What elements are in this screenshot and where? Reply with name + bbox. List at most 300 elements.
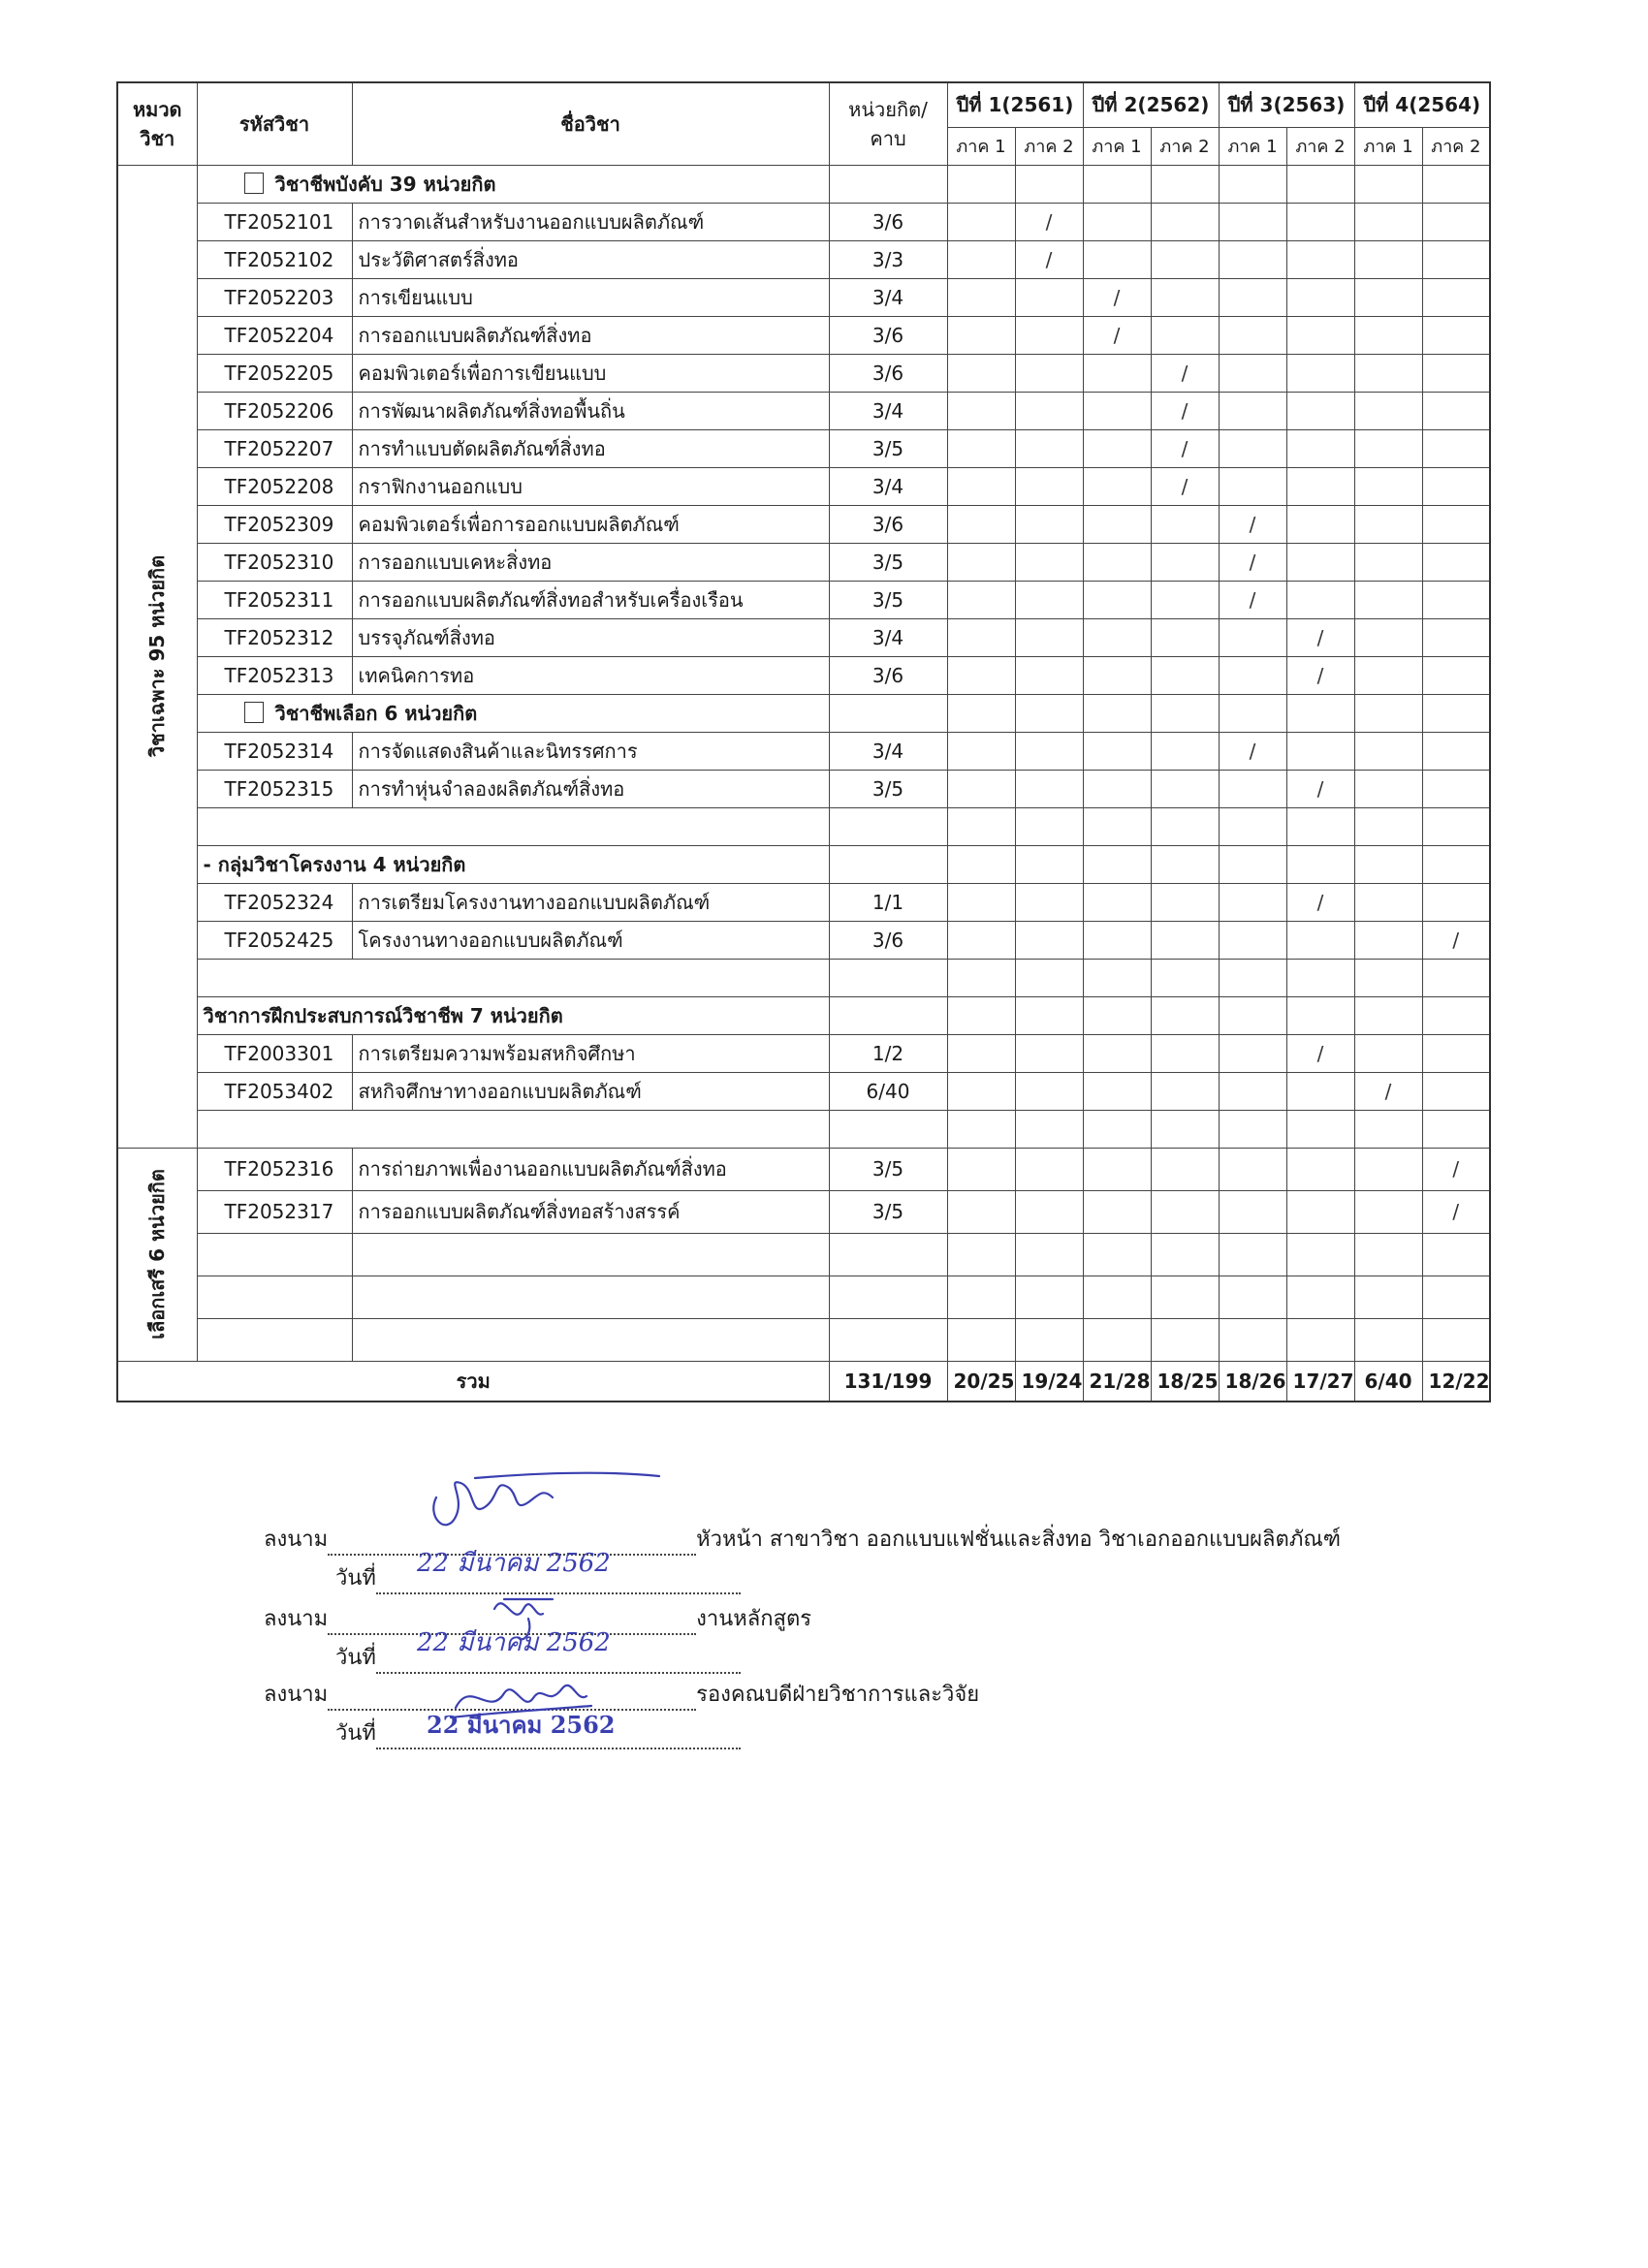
table-row — [117, 392, 1490, 429]
term-cell — [1422, 1190, 1490, 1233]
blank-cell — [829, 959, 947, 996]
term-cell — [1219, 921, 1286, 959]
term-cell — [1015, 921, 1083, 959]
term-cell — [1354, 240, 1422, 278]
blank-cell — [1151, 694, 1219, 732]
header-term: ภาค 2 — [1015, 127, 1083, 165]
term-cell — [1219, 1148, 1286, 1190]
blank-cell — [829, 1276, 947, 1318]
blank-cell — [1083, 1233, 1151, 1276]
blank-cell — [1083, 996, 1151, 1034]
section-title: - กลุ่มวิชาโครงงาน 4 หน่วยกิต — [203, 852, 466, 876]
term-cell — [1422, 467, 1490, 505]
course-code: TF2052208 — [197, 467, 352, 505]
course-name: คอมพิวเตอร์เพื่อการออกแบบผลิตภัณฑ์ — [352, 505, 829, 543]
checkbox-icon — [244, 173, 264, 194]
term-cell — [1422, 618, 1490, 656]
term-cell — [1015, 883, 1083, 921]
term-cell — [1219, 467, 1286, 505]
term-cell — [1015, 1072, 1083, 1110]
blank-cell — [1354, 996, 1422, 1034]
blank-cell — [1015, 996, 1083, 1034]
blank-cell — [1286, 1110, 1354, 1148]
course-credits: 3/4 — [829, 618, 947, 656]
term-cell — [1083, 1034, 1151, 1072]
term-cell — [1354, 1148, 1422, 1190]
blank-cell — [197, 1110, 829, 1148]
term-cell — [1286, 316, 1354, 354]
blank-cell — [1422, 807, 1490, 845]
blank-cell — [947, 1318, 1015, 1361]
term-cell — [1083, 543, 1151, 581]
check-mark: / — [1249, 739, 1256, 763]
section-title: วิชาชีพบังคับ 39 หน่วยกิต — [274, 172, 496, 196]
table-row — [117, 467, 1490, 505]
blank-cell — [829, 1318, 947, 1361]
term-cell — [1422, 656, 1490, 694]
term-cell — [947, 354, 1015, 392]
term-cell — [1354, 278, 1422, 316]
term-cell — [1286, 467, 1354, 505]
section-label — [197, 996, 829, 1034]
course-credits: 3/5 — [829, 581, 947, 618]
course-credits: 6/40 — [829, 1072, 947, 1110]
blank-cell — [352, 1233, 829, 1276]
blank-cell — [1286, 996, 1354, 1034]
term-cell — [1286, 921, 1354, 959]
course-code: TF2003301 — [197, 1034, 352, 1072]
course-name: การจัดแสดงสินค้าและนิทรรศการ — [352, 732, 829, 770]
blank-cell — [1286, 694, 1354, 732]
section-label — [197, 845, 829, 883]
term-cell — [1151, 1072, 1219, 1110]
term-cell — [1015, 278, 1083, 316]
term-cell — [1151, 1148, 1219, 1190]
check-mark: / — [1045, 247, 1053, 271]
course-name: กราฟิกงานออกแบบ — [352, 467, 829, 505]
total-credits: 131/199 — [829, 1361, 947, 1402]
check-mark: / — [1113, 285, 1121, 309]
course-name: โครงงานทางออกแบบผลิตภัณฑ์ — [352, 921, 829, 959]
check-mark: / — [1181, 361, 1188, 385]
header-code: รหัสวิชา — [197, 82, 352, 165]
blank-cell — [1015, 1110, 1083, 1148]
term-cell — [1286, 429, 1354, 467]
blank-cell — [829, 694, 947, 732]
blank-cell — [197, 1318, 352, 1361]
blank-cell — [1083, 1276, 1151, 1318]
term-cell — [1422, 278, 1490, 316]
course-code: TF2052317 — [197, 1190, 352, 1233]
course-name: การเตรียมความพร้อมสหกิจศึกษา — [352, 1034, 829, 1072]
section-title: วิชาการฝึกประสบการณ์วิชาชีพ 7 หน่วยกิต — [203, 1003, 563, 1027]
blank-cell — [1151, 996, 1219, 1034]
term-cell — [1422, 1034, 1490, 1072]
term-cell — [1083, 505, 1151, 543]
table-row — [117, 1148, 1490, 1190]
blank-cell — [1354, 1276, 1422, 1318]
header-term: ภาค 1 — [947, 127, 1015, 165]
check-mark: / — [1045, 209, 1053, 234]
term-cell — [1083, 354, 1151, 392]
term-cell — [1422, 354, 1490, 392]
course-code: TF2052102 — [197, 240, 352, 278]
blank-cell — [1354, 694, 1422, 732]
check-mark: / — [1249, 550, 1256, 574]
term-cell — [1015, 203, 1083, 240]
header-term: ภาค 2 — [1286, 127, 1354, 165]
blank-cell — [947, 996, 1015, 1034]
term-cell — [1219, 543, 1286, 581]
term-cell — [1286, 240, 1354, 278]
term-cell — [1219, 392, 1286, 429]
blank-cell — [1151, 1318, 1219, 1361]
blank-cell — [1286, 845, 1354, 883]
term-cell — [1286, 770, 1354, 807]
course-credits: 3/6 — [829, 505, 947, 543]
term-cell — [1015, 1190, 1083, 1233]
term-cell — [1286, 543, 1354, 581]
blank-cell — [1151, 1233, 1219, 1276]
course-credits: 3/5 — [829, 770, 947, 807]
term-cell — [1151, 467, 1219, 505]
course-name: การเขียนแบบ — [352, 278, 829, 316]
term-cell — [1083, 316, 1151, 354]
term-cell — [1422, 203, 1490, 240]
term-cell — [1354, 505, 1422, 543]
blank-cell — [947, 845, 1015, 883]
term-cell — [1422, 392, 1490, 429]
check-mark: / — [1452, 1157, 1460, 1181]
course-credits: 3/6 — [829, 921, 947, 959]
blank-row — [117, 807, 1490, 845]
blank-cell — [352, 1276, 829, 1318]
course-credits: 3/6 — [829, 354, 947, 392]
term-cell — [1015, 732, 1083, 770]
term-cell — [1354, 618, 1422, 656]
blank-cell — [1083, 1110, 1151, 1148]
blank-cell — [197, 959, 829, 996]
course-code: TF2052425 — [197, 921, 352, 959]
term-cell — [1422, 316, 1490, 354]
course-code: TF2052206 — [197, 392, 352, 429]
blank-cell — [1354, 845, 1422, 883]
total-term: 18/25 — [1151, 1361, 1219, 1402]
blank-row — [117, 1276, 1490, 1318]
table-row — [117, 354, 1490, 392]
category-free-label: เลือกเสรี 6 หน่วยกิต — [145, 1169, 170, 1339]
term-cell — [1354, 732, 1422, 770]
blank-cell — [1151, 959, 1219, 996]
blank-cell — [947, 1276, 1015, 1318]
sign-label: ลงนาม — [264, 1528, 329, 1552]
check-mark: / — [1316, 625, 1324, 649]
term-cell — [1083, 1190, 1151, 1233]
course-code: TF2052313 — [197, 656, 352, 694]
header-year-1: ปีที่ 1(2561) — [947, 82, 1083, 127]
course-credits: 3/5 — [829, 1190, 947, 1233]
blank-cell — [1286, 1318, 1354, 1361]
check-mark: / — [1181, 436, 1188, 460]
check-mark: / — [1249, 512, 1256, 536]
term-cell — [947, 240, 1015, 278]
term-cell — [947, 581, 1015, 618]
term-cell — [947, 656, 1015, 694]
course-code: TF2052101 — [197, 203, 352, 240]
term-cell — [1015, 467, 1083, 505]
term-cell — [1015, 240, 1083, 278]
term-cell — [1151, 770, 1219, 807]
term-cell — [1422, 732, 1490, 770]
blank-cell — [1219, 807, 1286, 845]
term-cell — [1354, 1034, 1422, 1072]
term-cell — [947, 467, 1015, 505]
table-row — [117, 732, 1490, 770]
signature-3-icon — [436, 1659, 688, 1747]
course-name: การทำหุ่นจำลองผลิตภัณฑ์สิ่งทอ — [352, 770, 829, 807]
course-credits: 3/4 — [829, 392, 947, 429]
table-row — [117, 656, 1490, 694]
term-cell — [1083, 278, 1151, 316]
table-row — [117, 203, 1490, 240]
check-mark: / — [1181, 474, 1188, 498]
header-year-4: ปีที่ 4(2564) — [1354, 82, 1490, 127]
blank-row — [117, 1110, 1490, 1148]
course-code: TF2052207 — [197, 429, 352, 467]
term-cell — [1354, 656, 1422, 694]
table-row — [117, 770, 1490, 807]
section-title: วิชาชีพเลือก 6 หน่วยกิต — [274, 701, 478, 725]
blank-cell — [1286, 1233, 1354, 1276]
header-term: ภาค 1 — [1354, 127, 1422, 165]
term-cell — [1219, 203, 1286, 240]
date-label: วันที่ — [335, 1646, 376, 1670]
blank-cell — [352, 1318, 829, 1361]
term-cell — [1083, 1148, 1151, 1190]
term-cell — [1083, 921, 1151, 959]
term-cell — [947, 505, 1015, 543]
blank-cell — [1422, 845, 1490, 883]
term-cell — [1219, 1072, 1286, 1110]
term-cell — [1151, 316, 1219, 354]
term-cell — [1151, 1034, 1219, 1072]
blank-cell — [197, 1276, 352, 1318]
term-cell — [1286, 1148, 1354, 1190]
term-cell — [1219, 618, 1286, 656]
term-cell — [1083, 656, 1151, 694]
table-row — [117, 316, 1490, 354]
category-free — [117, 1148, 197, 1361]
course-code: TF2053402 — [197, 1072, 352, 1110]
blank-cell — [1219, 1276, 1286, 1318]
course-name: คอมพิวเตอร์เพื่อการเขียนแบบ — [352, 354, 829, 392]
course-credits: 1/2 — [829, 1034, 947, 1072]
course-name: สหกิจศึกษาทางออกแบบผลิตภัณฑ์ — [352, 1072, 829, 1110]
blank-cell — [1151, 1110, 1219, 1148]
total-term: 18/26 — [1219, 1361, 1286, 1402]
term-cell — [1151, 921, 1219, 959]
term-cell — [1286, 732, 1354, 770]
blank-cell — [947, 165, 1015, 203]
header-category: หมวด วิชา — [117, 82, 197, 165]
term-cell — [1151, 1190, 1219, 1233]
table-row — [117, 581, 1490, 618]
term-cell — [1286, 505, 1354, 543]
course-name: ประวัติศาสตร์สิ่งทอ — [352, 240, 829, 278]
course-code: TF2052311 — [197, 581, 352, 618]
term-cell — [1015, 354, 1083, 392]
term-cell — [1422, 770, 1490, 807]
term-cell — [947, 732, 1015, 770]
total-label: รวม — [117, 1361, 829, 1402]
term-cell — [947, 278, 1015, 316]
course-credits: 3/6 — [829, 316, 947, 354]
total-term: 6/40 — [1354, 1361, 1422, 1402]
term-cell — [1354, 883, 1422, 921]
table-row — [117, 1190, 1490, 1233]
blank-cell — [197, 807, 829, 845]
blank-cell — [829, 165, 947, 203]
term-cell — [1219, 240, 1286, 278]
term-cell — [947, 316, 1015, 354]
term-cell — [947, 618, 1015, 656]
term-cell — [1151, 543, 1219, 581]
blank-cell — [1151, 165, 1219, 203]
blank-cell — [1422, 165, 1490, 203]
blank-cell — [1083, 807, 1151, 845]
term-cell — [1083, 581, 1151, 618]
term-cell — [1286, 392, 1354, 429]
blank-cell — [1219, 694, 1286, 732]
term-cell — [1422, 240, 1490, 278]
blank-cell — [1151, 807, 1219, 845]
term-cell — [947, 1190, 1015, 1233]
course-credits: 3/6 — [829, 656, 947, 694]
term-cell — [947, 429, 1015, 467]
blank-cell — [1015, 165, 1083, 203]
term-cell — [1015, 429, 1083, 467]
term-cell — [1083, 392, 1151, 429]
term-cell — [947, 921, 1015, 959]
term-cell — [1422, 1072, 1490, 1110]
course-credits: 3/4 — [829, 467, 947, 505]
sign-label: ลงนาม — [264, 1607, 329, 1631]
term-cell — [1151, 581, 1219, 618]
term-cell — [1354, 392, 1422, 429]
curriculum-table — [116, 81, 1491, 1402]
term-cell — [1015, 392, 1083, 429]
table-row — [117, 543, 1490, 581]
blank-cell — [1083, 845, 1151, 883]
check-mark: / — [1452, 928, 1460, 952]
blank-cell — [947, 1110, 1015, 1148]
blank-cell — [1151, 845, 1219, 883]
course-code: TF2052310 — [197, 543, 352, 581]
check-mark: / — [1249, 587, 1256, 612]
table-row — [117, 618, 1490, 656]
course-code: TF2052316 — [197, 1148, 352, 1190]
term-cell — [1151, 392, 1219, 429]
course-credits: 1/1 — [829, 883, 947, 921]
term-cell — [1354, 921, 1422, 959]
course-code: TF2052312 — [197, 618, 352, 656]
table-row — [117, 240, 1490, 278]
term-cell — [1422, 581, 1490, 618]
table-row — [117, 883, 1490, 921]
signature-2-icon — [475, 1580, 727, 1667]
signature-1-icon — [417, 1459, 669, 1546]
term-cell — [1219, 732, 1286, 770]
signer-role: งานหลักสูตร — [696, 1607, 812, 1631]
term-cell — [1422, 883, 1490, 921]
blank-cell — [1015, 1276, 1083, 1318]
total-term: 21/28 — [1083, 1361, 1151, 1402]
course-name: การถ่ายภาพเพื่องานออกแบบผลิตภัณฑ์สิ่งทอ — [352, 1148, 829, 1190]
blank-cell — [1422, 996, 1490, 1034]
term-cell — [1422, 1148, 1490, 1190]
term-cell — [1219, 883, 1286, 921]
term-cell — [1015, 656, 1083, 694]
blank-cell — [1354, 959, 1422, 996]
check-mark: / — [1316, 663, 1324, 687]
blank-cell — [1219, 1110, 1286, 1148]
blank-cell — [1422, 1276, 1490, 1318]
course-code: TF2052314 — [197, 732, 352, 770]
date-label: วันที่ — [335, 1566, 376, 1591]
blank-cell — [1015, 694, 1083, 732]
blank-cell — [1286, 1276, 1354, 1318]
term-cell — [947, 1072, 1015, 1110]
course-name: การวาดเส้นสำหรับงานออกแบบผลิตภัณฑ์ — [352, 203, 829, 240]
term-cell — [1354, 316, 1422, 354]
term-cell — [1015, 618, 1083, 656]
term-cell — [947, 1034, 1015, 1072]
check-mark: / — [1452, 1200, 1460, 1223]
handwritten-date: 22 มีนาคม 2562 — [417, 1628, 611, 1657]
total-term: 20/25 — [947, 1361, 1015, 1402]
category-main-label: วิชาเฉพาะ 95 หน่วยกิต — [145, 554, 170, 758]
blank-cell — [1422, 1233, 1490, 1276]
check-mark: / — [1181, 398, 1188, 423]
term-cell — [947, 392, 1015, 429]
blank-cell — [1219, 845, 1286, 883]
term-cell — [1354, 543, 1422, 581]
blank-cell — [1083, 959, 1151, 996]
section-row — [117, 845, 1490, 883]
term-cell — [1015, 1148, 1083, 1190]
term-cell — [1219, 354, 1286, 392]
blank-cell — [947, 807, 1015, 845]
signer-role: หัวหน้า สาขาวิชา ออกแบบแฟชั่นและสิ่งทอ วิชาเอกออกแบบผลิตภัณฑ์ — [696, 1528, 1341, 1552]
blank-cell — [1015, 1233, 1083, 1276]
blank-cell — [1083, 1318, 1151, 1361]
term-cell — [1151, 429, 1219, 467]
term-cell — [1015, 505, 1083, 543]
blank-cell — [1286, 959, 1354, 996]
term-cell — [947, 883, 1015, 921]
term-cell — [1219, 1190, 1286, 1233]
header-term: ภาค 2 — [1422, 127, 1490, 165]
blank-cell — [1219, 959, 1286, 996]
course-name: การเตรียมโครงงานทางออกแบบผลิตภัณฑ์ — [352, 883, 829, 921]
total-term: 12/22 — [1422, 1361, 1490, 1402]
course-code: TF2052309 — [197, 505, 352, 543]
course-name: การออกแบบผลิตภัณฑ์สิ่งทอสำหรับเครื่องเรือน — [352, 581, 829, 618]
term-cell — [1083, 203, 1151, 240]
header-year-2: ปีที่ 2(2562) — [1083, 82, 1219, 127]
table-row — [117, 921, 1490, 959]
handwritten-date: 22 มีนาคม 2562 — [427, 1711, 616, 1739]
